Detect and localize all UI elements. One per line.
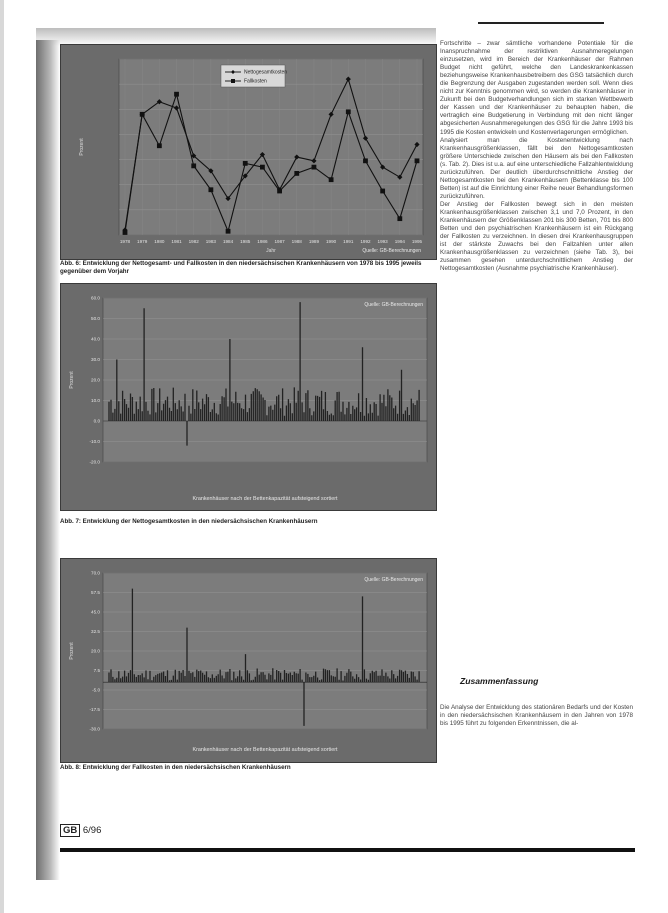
data-point <box>346 109 351 114</box>
y-tick-label: 45.0 <box>91 609 100 615</box>
source-note: Quelle: GB-Berechnungen <box>362 248 421 254</box>
x-axis-caption: Krankenhäuser nach der Bettenkapazität aufsteigend sortiert <box>192 747 338 753</box>
figure-6-caption: Abb. 6: Entwicklung der Nettogesamt- und Fallkosten in den niedersächsischen Krankenhäusern von 1978 bis 1995 jeweils gegenüber dem Vorjahr <box>60 260 422 275</box>
y-tick-label: 32.5 <box>91 629 100 635</box>
data-point <box>397 216 402 221</box>
y-tick-label: -10.0 <box>89 439 100 445</box>
paragraph: Fortschritte – zwar sämtliche vorhandene Potentiale für die Inanspruchnahme der restriktiven Ausnahmeregelungen einzusetzen, wird im Bereich der Krankenhäuser der Rahmen Budget nicht geführt, welche den Landeskrankenkassen beziehungsweise Krankenhausbetreibern des GSG tatsächlich durch die Begrenzung der Ausgaben zugestanden werden soll. Wenn dies nicht zur Kenntnis genommen wird, so werden die Krankenhäuser in Zukunft bei den Budgetverhandlungen sich im starken Wettbewerb der Kassen und der Krankenhäuser zu behaupten haben, die vertraglich eine Budgetierung in Verbindung mit den nicht länger abgesicherten Ausnahmeregelungen des GSG für die Jahre 1993 bis 1995 die Kosten entwickeln und Kostenverlagerungen ermöglichen. <box>440 40 633 136</box>
x-axis-title: Jahr <box>266 248 276 254</box>
data-point <box>208 187 213 192</box>
x-tick-label: 1979 <box>137 239 148 244</box>
figure-6-line-chart <box>60 44 437 260</box>
y-tick-label: 10.0 <box>91 398 100 404</box>
y-tick-label: 7.5 <box>93 668 100 674</box>
x-tick-label: 1995 <box>411 239 423 244</box>
y-axis-title: Prozent <box>69 642 75 660</box>
y-tick-label: 70.0 <box>91 570 100 576</box>
legend <box>221 65 287 87</box>
data-point <box>243 161 248 166</box>
paragraph: Analysiert man die Kostenentwicklung nach Krankenhausgrößenklassen, fällt bei den Nettogesamtkosten größere Unterschiede zwischen den Häusern als bei den Fallkosten (s. Tab. 2). Dies ist u.a. auf eine unterschiedliche Fallzahlentwicklung zurückzuführen. Der deutlich überdurchschnittliche Anstieg der Nettogesamtkosten bei den Krankenhäusern (Bettenklasse bis 100 Betten) ist auf die Einrichtung einer Reihe neuer Behandlungsformen zurückzuführen. <box>440 136 633 200</box>
figure-7-caption: Abb. 7: Entwicklung der Nettogesamtkosten in den niedersächsischen Krankenhäusern <box>60 518 318 525</box>
journal-mark: GB <box>60 824 80 837</box>
y-tick-label: 60.0 <box>91 295 100 301</box>
data-point <box>380 189 385 194</box>
data-point <box>415 158 420 163</box>
data-point <box>174 92 179 97</box>
data-point <box>191 163 196 168</box>
body-text-column-end <box>440 704 633 728</box>
source-note: Quelle: GB-Berechnungen <box>364 302 423 308</box>
x-tick-label: 1984 <box>222 239 234 244</box>
bottom-rule <box>60 848 635 852</box>
y-axis-title: Prozent <box>69 371 75 389</box>
issue-number: 6/96 <box>80 825 102 836</box>
figure-8-caption: Abb. 8: Entwicklung der Fallkosten in den niedersächsischen Krankenhäusern <box>60 764 291 771</box>
page-number <box>60 824 101 837</box>
scan-edge <box>0 0 4 913</box>
data-point <box>157 143 162 148</box>
x-tick-label: 1983 <box>205 239 216 244</box>
data-point <box>123 230 128 235</box>
body-text-column <box>440 40 633 273</box>
x-tick-label: 1987 <box>274 239 285 244</box>
figure-8-bar-chart <box>60 558 437 763</box>
top-rule <box>478 22 604 24</box>
legend-label: Nettogesamtkosten <box>244 69 288 76</box>
scan-shadow-left <box>36 40 60 880</box>
data-point <box>226 229 231 234</box>
y-tick-label: -17.5 <box>89 707 100 713</box>
figure-7-bar-chart <box>60 283 437 511</box>
section-heading: Zusammenfassung <box>460 676 539 686</box>
data-point <box>277 189 282 194</box>
y-tick-label: 40.0 <box>91 336 100 342</box>
y-tick-label: 30.0 <box>91 357 100 363</box>
legend-label: Fallkosten <box>244 78 267 85</box>
data-point <box>294 171 299 176</box>
x-tick-label: 1981 <box>171 239 182 244</box>
data-point <box>312 165 317 170</box>
y-tick-label: -5.0 <box>92 687 100 693</box>
figure-7-svg <box>61 284 436 510</box>
x-tick-label: 1982 <box>188 239 199 244</box>
y-tick-label: -20.0 <box>89 459 100 465</box>
y-tick-label: 0.0 <box>93 418 100 424</box>
x-tick-label: 1988 <box>291 239 302 244</box>
data-point <box>260 165 265 170</box>
x-tick-label: 1980 <box>154 239 165 244</box>
data-point <box>140 112 145 117</box>
y-axis-title: Prozent <box>79 138 85 156</box>
x-tick-label: 1990 <box>326 239 337 244</box>
y-tick-label: 20.0 <box>91 648 100 654</box>
data-point <box>329 177 334 182</box>
y-tick-label: 57.5 <box>91 590 100 596</box>
y-tick-label: 50.0 <box>91 316 100 322</box>
figure-6-svg <box>61 45 436 259</box>
data-point <box>363 158 368 163</box>
paragraph: Der Anstieg der Fallkosten bewegt sich in den meisten Krankenhausgrößenklassen zwischen 3,1 und 7,0 Prozent, in den Krankenhäusern der Größenklassen 201 bis 300 Betten, 701 bis 800 Betten und den psychiatrischen Krankenhäusern ist ein Rückgang der Fallkosten zu verzeichnen. In diesen drei Krankenhausgruppen ist der stärkste Zuwachs bei den Fallzahlen unter allen Krankenhausgrößenklassen zu verzeichnen (siehe Tab. 3), bei zusammen gesehen unterdurchschnittlichem Anstieg der Nettogesamtkosten (Ausnahme psychiatrische Krankenhäuser). <box>440 200 633 273</box>
figure-8-svg <box>61 559 436 762</box>
y-tick-label: -30.0 <box>89 726 100 732</box>
x-tick-label: 1978 <box>119 239 131 244</box>
x-tick-label: 1986 <box>257 239 268 244</box>
y-tick-label: 20.0 <box>91 377 100 383</box>
x-axis-caption: Krankenhäuser nach der Bettenkapazität aufsteigend sortiert <box>192 496 338 502</box>
x-tick-label: 1991 <box>343 239 354 244</box>
source-note: Quelle: GB-Berechnungen <box>364 577 423 583</box>
x-tick-label: 1985 <box>240 239 251 244</box>
x-tick-label: 1989 <box>308 239 320 244</box>
x-tick-label: 1993 <box>377 239 388 244</box>
x-tick-label: 1992 <box>360 239 371 244</box>
paragraph: Die Analyse der Entwicklung des stationären Bedarfs und der Kosten in den niedersächsischen Krankenhäusern in den Jahren von 1978 bis 1995 führt zu folgenden Erkenntnissen, die al- <box>440 704 633 728</box>
legend-marker <box>231 79 235 83</box>
x-tick-label: 1994 <box>394 239 405 244</box>
